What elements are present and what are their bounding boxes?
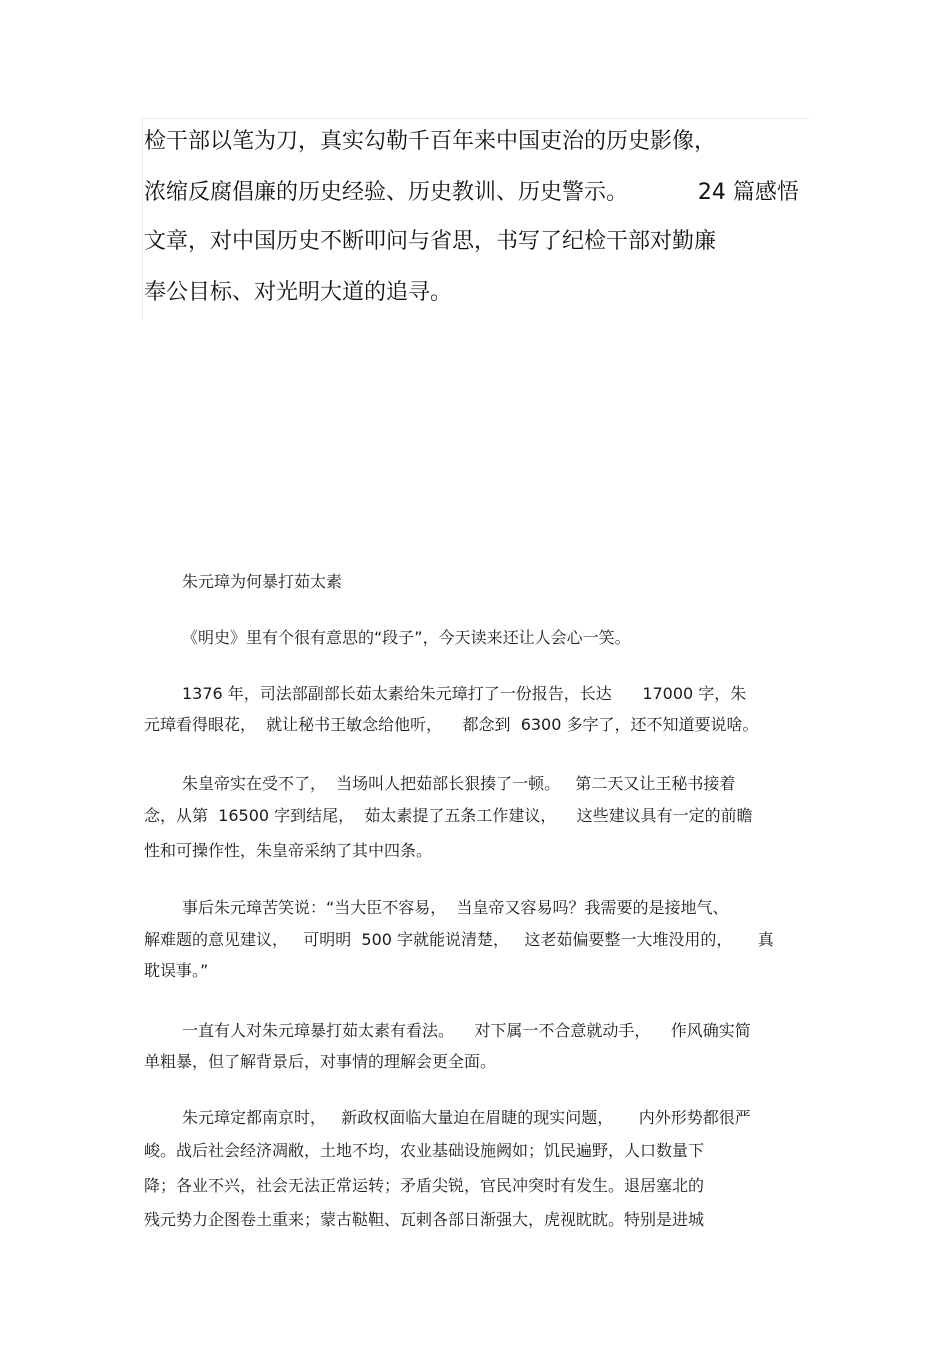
paragraph-6-line-4: 残元势力企图卷土重来；蒙古鞑靼、瓦剌各部日渐强大，虎视眈眈。特别是进城 — [144, 1210, 705, 1229]
paragraph-2-line-2: 元璋看得眼花， 就让秘书王敏念给他听， 都念到 6300 多字了，还不知道要说啥。 — [144, 715, 759, 734]
paragraph-4-line-3: 耽误事。” — [144, 961, 209, 980]
intro-line-4: 奉公目标、对光明大道的追寻。 — [144, 280, 453, 305]
paragraph-2-line-1: 1376 年，司法部副部长茹太素给朱元璋打了一份报告，长达 17000 字，朱 — [182, 684, 747, 703]
paragraph-3-line-1: 朱皇帝实在受不了， 当场叫人把茹部长狠揍了一顿。 第二天又让王秘书接着 — [182, 774, 736, 793]
intro-line-1: 检干部以笔为刀，真实勾勒千百年来中国吏治的历史影像， — [144, 129, 717, 154]
paragraph-5-line-1: 一直有人对朱元璋暴打茹太素有看法。 对下属一不合意就动手， 作风确实简 — [182, 1021, 751, 1040]
paragraph-3-line-3: 性和可操作性，朱皇帝采纳了其中四条。 — [144, 841, 433, 860]
paragraph-5-line-2: 单粗暴，但了解背景后，对事情的理解会更全面。 — [144, 1052, 497, 1071]
paragraph-6-line-3: 降；各业不兴，社会无法正常运转；矛盾尖锐，官民冲突时有发生。退居塞北的 — [144, 1176, 705, 1195]
paragraph-4-line-2: 解难题的意见建议， 可明明 500 字就能说清楚， 这老茹偏要整一大堆没用的， 真 — [144, 930, 774, 949]
intro-line-3: 文章，对中国历史不断叩问与省思，书写了纪检干部对勤廉 — [144, 229, 717, 254]
intro-line-2: 浓缩反腐倡廉的历史经验、历史教训、历史警示。 24 篇感悟 — [144, 180, 799, 205]
paragraph-1-line-1: 《明史》里有个很有意思的“段子”，今天读来还让人会心一笑。 — [182, 628, 631, 647]
paragraph-3-line-2: 念，从第 16500 字到结尾， 茹太素提了五条工作建议， 这些建议具有一定的前瞻 — [144, 806, 753, 825]
paragraph-6-line-1: 朱元璋定都南京时， 新政权面临大量迫在眉睫的现实问题， 内外形势都很严 — [182, 1108, 751, 1127]
paragraph-6-line-2: 峻。战后社会经济凋敝，土地不均，农业基础设施阙如；饥民遍野，人口数量下 — [144, 1141, 705, 1160]
paragraph-4-line-1: 事后朱元璋苦笑说：“当大臣不容易， 当皇帝又容易吗？我需要的是接地气、 — [182, 898, 729, 917]
article-title: 朱元璋为何暴打茹太素 — [182, 572, 343, 591]
